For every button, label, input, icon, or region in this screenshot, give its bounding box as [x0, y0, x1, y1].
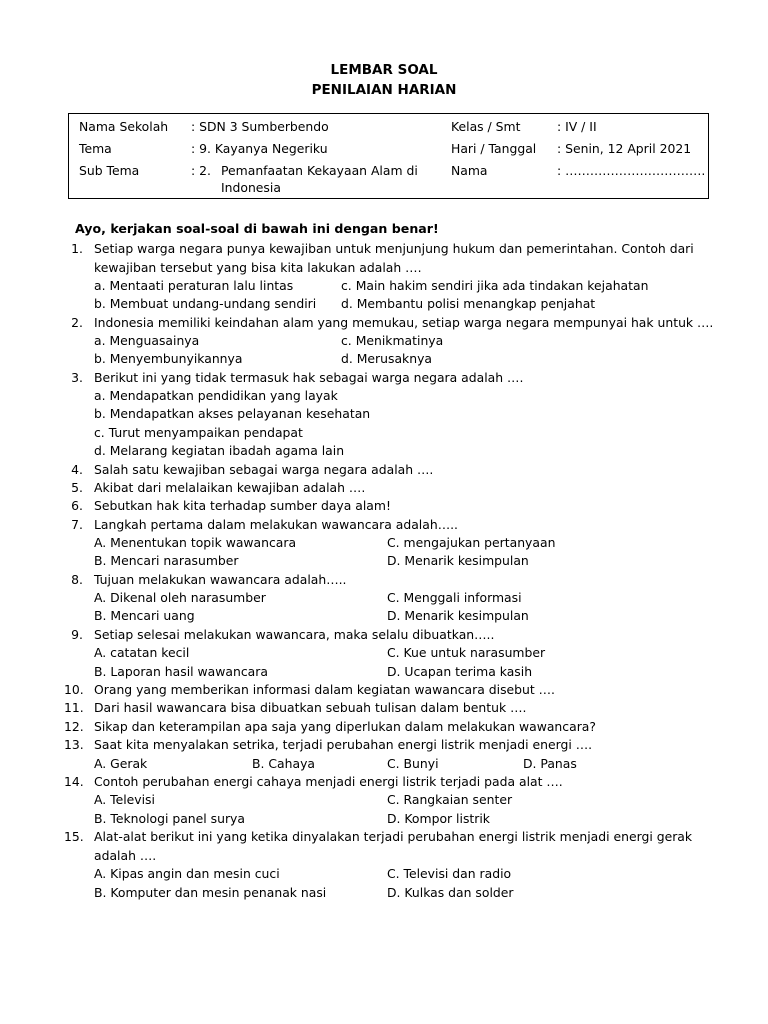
question-text: Indonesia memiliki keindahan alam yang memukau, setiap warga negara mempunyai hak untuk …. [94, 315, 714, 330]
document-title: LEMBAR SOAL [330, 62, 438, 78]
question-text: Sikap dan keterampilan apa saja yang diperlukan dalam melakukan wawancara? [94, 719, 596, 734]
question-text: Dari hasil wawancara bisa dibuatkan sebuah tulisan dalam bentuk …. [94, 700, 527, 715]
instruction: Ayo, kerjakan soal-soal di bawah ini dengan benar! [75, 221, 439, 236]
option: A. catatan kecil [94, 645, 190, 660]
option: B. Mencari uang [94, 608, 195, 623]
option: D. Ucapan terima kasih [387, 664, 533, 679]
option: B. Mencari narasumber [94, 553, 239, 568]
option: C. Kue untuk narasumber [387, 645, 546, 660]
question-text: Contoh perubahan energi cahaya menjadi energi listrik terjadi pada alat …. [94, 774, 563, 789]
question-text: Alat-alat berikut ini yang ketika dinyalakan terjadi perubahan energi listrik menjadi energi gerak [94, 829, 693, 844]
option: C. Menggali informasi [387, 590, 522, 605]
option: D. Menarik kesimpulan [387, 553, 529, 568]
subtheme-value: Pemanfaatan Kekayaan Alam di Indonesia [221, 163, 418, 195]
date-value: : Senin, 12 April 2021 [557, 141, 692, 156]
option: B. Laporan hasil wawancara [94, 664, 268, 679]
option: A. Gerak [94, 756, 148, 771]
question-text: Orang yang memberikan informasi dalam kegiatan wawancara disebut …. [94, 682, 555, 697]
option: A. Kipas angin dan mesin cuci [94, 866, 280, 881]
option: A. Televisi [94, 792, 155, 807]
class-value: : IV / II [557, 119, 597, 134]
question-text: Saat kita menyalakan setrika, terjadi perubahan energi listrik menjadi energi …. [94, 737, 593, 752]
option: B. Komputer dan mesin penanak nasi [94, 885, 327, 900]
school-label: Nama Sekolah [79, 119, 169, 134]
name-label: Nama [451, 163, 488, 178]
theme-label: Tema [79, 141, 112, 156]
question-text-cont: kewajiban tersebut yang bisa kita lakukan adalah …. [94, 260, 422, 275]
option: b. Membuat undang-undang sendiri [94, 296, 317, 311]
question-text: Sebutkan hak kita terhadap sumber daya alam! [94, 498, 391, 513]
option: d. Merusaknya [341, 351, 433, 366]
option: d. Membantu polisi menangkap penjahat [341, 296, 596, 311]
class-label: Kelas / Smt [451, 119, 521, 134]
question-text: Setiap warga negara punya kewajiban untuk menjunjung hukum dan pemerintahan. Contoh dari [94, 241, 694, 256]
theme-value: : 9. Kayanya Negeriku [191, 141, 328, 156]
option: A. Menentukan topik wawancara [94, 535, 297, 550]
option: d. Melarang kegiatan ibadah agama lain [94, 443, 345, 458]
student-info-box [68, 113, 709, 199]
question-text: Tujuan melakukan wawancara adalah….. [94, 572, 347, 587]
subtheme-label: Sub Tema [79, 163, 140, 178]
subtheme-prefix: : 2. [191, 163, 211, 178]
option: b. Menyembunyikannya [94, 351, 243, 366]
option: c. Main hakim sendiri jika ada tindakan kejahatan [341, 278, 649, 293]
question-text: Berikut ini yang tidak termasuk hak sebagai warga negara adalah …. [94, 370, 524, 385]
option: a. Menguasainya [94, 333, 200, 348]
question-text-cont: adalah …. [94, 848, 157, 863]
option: D. Panas [523, 756, 577, 771]
option: c. Turut menyampaikan pendapat [94, 425, 303, 440]
option: a. Mentaati peraturan lalu lintas [94, 278, 294, 293]
date-label: Hari / Tanggal [451, 141, 537, 156]
option: D. Menarik kesimpulan [387, 608, 529, 623]
option: C. mengajukan pertanyaan [387, 535, 556, 550]
name-value: : ……………………………. [557, 163, 706, 178]
option: D. Kompor listrik [387, 811, 490, 826]
question-text: Akibat dari melalaikan kewajiban adalah …. [94, 480, 366, 495]
option: C. Televisi dan radio [387, 866, 512, 881]
option: D. Kulkas dan solder [387, 885, 514, 900]
question-text: Langkah pertama dalam melakukan wawancara adalah….. [94, 517, 458, 532]
document-subtitle: PENILAIAN HARIAN [311, 82, 457, 98]
option: C. Bunyi [387, 756, 439, 771]
option: b. Mendapatkan akses pelayanan kesehatan [94, 406, 371, 421]
option: B. Teknologi panel surya [94, 811, 245, 826]
option: a. Mendapatkan pendidikan yang layak [94, 388, 338, 403]
school-value: : SDN 3 Sumberbendo [191, 119, 329, 134]
option: A. Dikenal oleh narasumber [94, 590, 266, 605]
option: B. Cahaya [252, 756, 315, 771]
option: C. Rangkaian senter [387, 792, 513, 807]
option: c. Menikmatinya [341, 333, 444, 348]
question-text: Setiap selesai melakukan wawancara, maka selalu dibuatkan….. [94, 627, 495, 642]
question-text: Salah satu kewajiban sebagai warga negara adalah …. [94, 462, 434, 477]
